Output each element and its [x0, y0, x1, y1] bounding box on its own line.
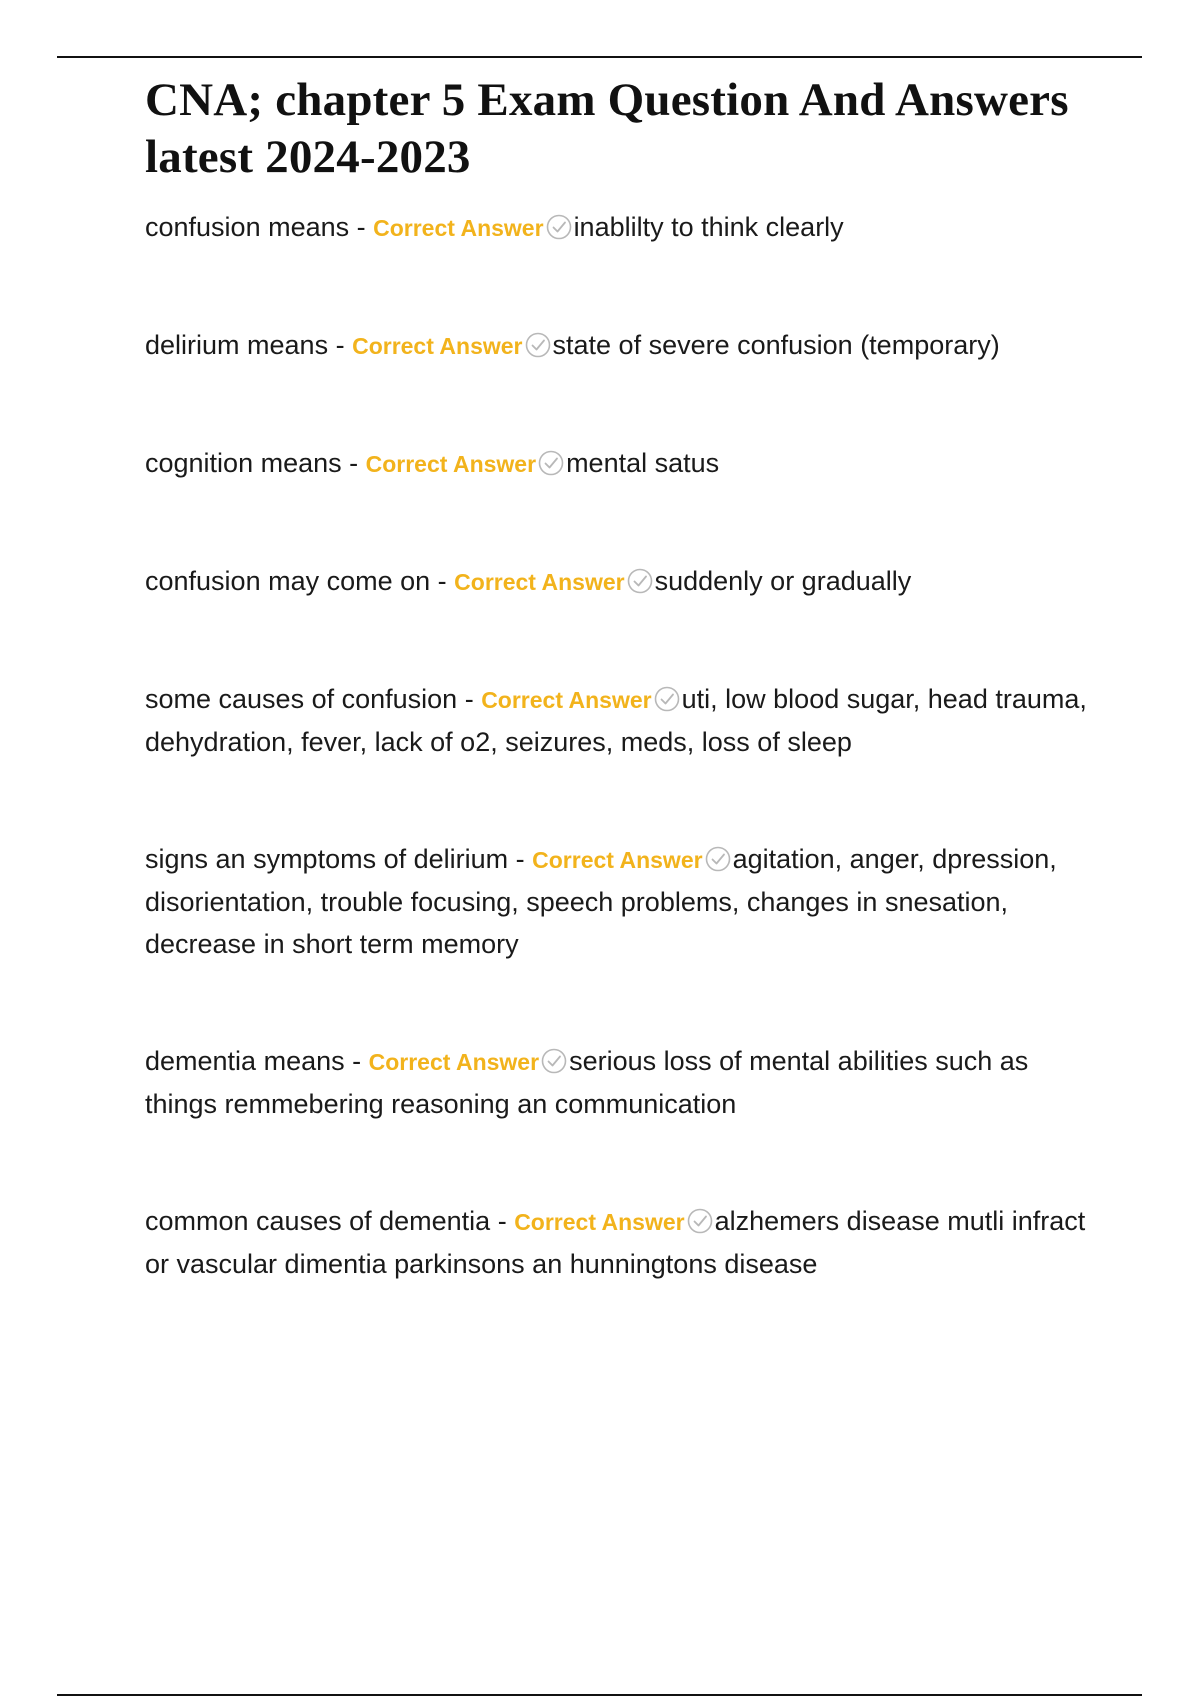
separator: - [349, 212, 374, 242]
qa-item [145, 1040, 1095, 1125]
check-circle-icon [537, 449, 565, 477]
question-text: delirium means [145, 330, 329, 360]
answer-text: alzhemers disease mutli infract or vascular dimentia parkinsons an hunningtons disease [145, 1206, 1086, 1279]
answer-text: serious loss of mental abilities such as things remmebering reasoning an communication [145, 1046, 1029, 1119]
top-rule [57, 56, 1142, 58]
correct-answer-label: Correct Answer [454, 569, 625, 595]
correct-answer-label: Correct Answer [368, 1049, 540, 1075]
correct-answer-label: Correct Answer [532, 847, 703, 873]
check-circle-icon [704, 845, 732, 873]
question-text: confusion may come on [145, 566, 431, 596]
qa-item [145, 560, 1095, 603]
correct-answer-label: Correct Answer [481, 687, 652, 713]
answer-text: agitation, anger, dpression, disorientation, trouble focusing, speech problems, changes in snesation, decrease in short term memory [145, 844, 1057, 959]
separator: - [457, 684, 482, 714]
check-circle-icon [540, 1047, 568, 1075]
correct-answer-label: Correct Answer [514, 1209, 685, 1235]
question-text: some causes of confusion [145, 684, 458, 714]
qa-item [145, 206, 1095, 249]
qa-list [145, 206, 1095, 1285]
answer-text: inablilty to think clearly [573, 212, 844, 242]
separator: - [490, 1206, 515, 1236]
question-text: common causes of dementia [145, 1206, 491, 1236]
correct-answer-label: Correct Answer [373, 215, 544, 241]
correct-answer-label: Correct Answer [352, 333, 523, 359]
check-circle-icon [545, 213, 573, 241]
answer-text: mental satus [566, 448, 720, 478]
question-text: confusion means [145, 212, 350, 242]
separator: - [508, 844, 533, 874]
answer-text: state of severe confusion (temporary) [552, 330, 1000, 360]
qa-item [145, 838, 1095, 965]
qa-item [145, 324, 1095, 367]
correct-answer-label: Correct Answer [365, 451, 537, 477]
document-body [145, 72, 1095, 1285]
qa-item [145, 1200, 1095, 1285]
separator: - [341, 448, 366, 478]
qa-item [145, 678, 1095, 763]
check-circle-icon [626, 567, 654, 595]
question-text: signs an symptoms of delirium [145, 844, 509, 874]
separator: - [328, 330, 353, 360]
answer-text: suddenly or gradually [654, 566, 912, 596]
check-circle-icon [524, 331, 552, 359]
separator: - [344, 1046, 369, 1076]
question-text: cognition means [145, 448, 342, 478]
document-title: CNA; chapter 5 Exam Question And Answers latest 2024-2023 [145, 74, 1069, 183]
question-text: dementia means [145, 1046, 345, 1076]
separator: - [430, 566, 455, 596]
answer-text: uti, low blood sugar, head trauma, dehydration, fever, lack of o2, seizures, meds, loss of sleep [145, 684, 1087, 757]
check-circle-icon [653, 685, 681, 713]
qa-item [145, 442, 1095, 485]
check-circle-icon [686, 1207, 714, 1235]
bottom-rule [57, 1694, 1142, 1696]
